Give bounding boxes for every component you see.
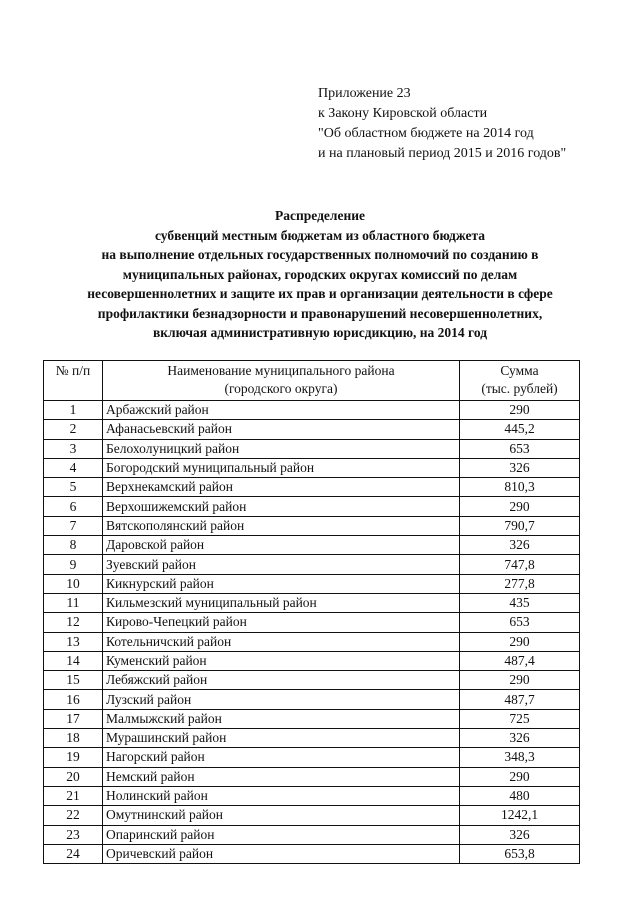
table-row <box>44 613 580 632</box>
row-amount: 290 <box>460 671 580 690</box>
row-number: 2 <box>44 420 103 439</box>
row-district-name: Даровской район <box>103 536 460 555</box>
table-row <box>44 729 580 748</box>
table-row <box>44 690 580 709</box>
table-row <box>44 401 580 420</box>
title-line: муниципальных районах, городских округах комиссий по делам <box>122 266 518 282</box>
row-number: 1 <box>44 401 103 420</box>
row-district-name: Кикнурский район <box>103 574 460 593</box>
table-row <box>44 844 580 863</box>
table-row <box>44 574 580 593</box>
table-row <box>44 767 580 786</box>
table-row <box>44 593 580 612</box>
row-amount: 348,3 <box>460 748 580 767</box>
row-district-name: Куменский район <box>103 651 460 670</box>
row-number: 11 <box>44 593 103 612</box>
title-line: субвенций местным бюджетам из областного бюджета <box>154 227 486 243</box>
row-amount: 435 <box>460 593 580 612</box>
appendix-line: "Об областном бюджете на 2014 год <box>318 126 534 141</box>
row-district-name: Немский район <box>103 767 460 786</box>
row-amount: 480 <box>460 786 580 805</box>
row-district-name: Арбажский район <box>103 401 460 420</box>
row-district-name: Вятскополянский район <box>103 516 460 535</box>
row-number: 21 <box>44 786 103 805</box>
row-district-name: Оричевский район <box>103 844 460 863</box>
row-number: 17 <box>44 709 103 728</box>
row-amount: 725 <box>460 709 580 728</box>
table-row <box>44 458 580 477</box>
row-district-name: Омутнинский район <box>103 806 460 825</box>
table-row <box>44 478 580 497</box>
row-amount: 326 <box>460 825 580 844</box>
header-amount: Сумма (тыс. рублей) <box>460 361 580 401</box>
table-row <box>44 497 580 516</box>
table-row <box>44 825 580 844</box>
row-district-name: Кильмезский муниципальный район <box>103 593 460 612</box>
appendix-note <box>318 84 566 164</box>
header-name: Наименование муниципального района (городского округа) <box>103 361 460 401</box>
appendix-line: к Закону Кировской области <box>318 106 488 121</box>
row-district-name: Лебяжский район <box>103 671 460 690</box>
row-amount: 290 <box>460 767 580 786</box>
row-amount: 326 <box>460 536 580 555</box>
row-number: 24 <box>44 844 103 863</box>
row-amount: 290 <box>460 632 580 651</box>
row-district-name: Нагорский район <box>103 748 460 767</box>
row-number: 3 <box>44 439 103 458</box>
row-district-name: Верхнекамский район <box>103 478 460 497</box>
row-number: 19 <box>44 748 103 767</box>
row-amount: 290 <box>460 401 580 420</box>
row-number: 8 <box>44 536 103 555</box>
row-amount: 747,8 <box>460 555 580 574</box>
table-row <box>44 786 580 805</box>
row-number: 14 <box>44 651 103 670</box>
row-amount: 653 <box>460 613 580 632</box>
title-line: несовершеннолетних и защите их прав и организации деятельности в сфере <box>87 286 553 301</box>
row-district-name: Верхошижемский район <box>103 497 460 516</box>
row-amount: 487,7 <box>460 690 580 709</box>
row-number: 20 <box>44 767 103 786</box>
row-number: 16 <box>44 690 103 709</box>
table-row <box>44 516 580 535</box>
row-district-name: Афанасьевский район <box>103 420 460 439</box>
table-row <box>44 420 580 439</box>
table-row <box>44 651 580 670</box>
table-row <box>44 806 580 825</box>
row-amount: 653,8 <box>460 844 580 863</box>
table-body <box>44 401 580 864</box>
row-number: 6 <box>44 497 103 516</box>
table-row <box>44 632 580 651</box>
table-row <box>44 536 580 555</box>
title-line: на выполнение отдельных государственных полномочий по созданию в <box>101 247 539 262</box>
row-district-name: Богородский муниципальный район <box>103 458 460 477</box>
row-amount: 326 <box>460 729 580 748</box>
appendix-line: Приложение 23 <box>318 86 411 101</box>
row-number: 22 <box>44 806 103 825</box>
table-row <box>44 555 580 574</box>
row-district-name: Котельничский район <box>103 632 460 651</box>
row-number: 7 <box>44 516 103 535</box>
row-district-name: Зуевский район <box>103 555 460 574</box>
row-number: 9 <box>44 555 103 574</box>
row-number: 4 <box>44 458 103 477</box>
row-amount: 790,7 <box>460 516 580 535</box>
row-amount: 487,4 <box>460 651 580 670</box>
row-district-name: Белохолуницкий район <box>103 439 460 458</box>
appendix-line: и на плановый период 2015 и 2016 годов" <box>318 146 567 161</box>
row-amount: 653 <box>460 439 580 458</box>
row-number: 10 <box>44 574 103 593</box>
row-district-name: Опаринский район <box>103 825 460 844</box>
document-title <box>40 206 600 343</box>
table-header-row <box>44 361 580 401</box>
row-district-name: Мурашинский район <box>103 729 460 748</box>
subsidy-table <box>43 360 580 864</box>
table-row <box>44 439 580 458</box>
header-num: № п/п <box>44 361 103 401</box>
table-row <box>44 671 580 690</box>
row-amount: 810,3 <box>460 478 580 497</box>
title-line: включая административную юрисдикцию, на 2014 год <box>152 325 488 340</box>
row-number: 18 <box>44 729 103 748</box>
row-district-name: Лузский район <box>103 690 460 709</box>
row-number: 5 <box>44 478 103 497</box>
row-number: 23 <box>44 825 103 844</box>
row-number: 13 <box>44 632 103 651</box>
row-amount: 290 <box>460 497 580 516</box>
table-row <box>44 709 580 728</box>
row-amount: 1242,1 <box>460 806 580 825</box>
title-line: Распределение <box>274 208 366 223</box>
row-district-name: Нолинский район <box>103 786 460 805</box>
row-number: 15 <box>44 671 103 690</box>
table-row <box>44 748 580 767</box>
row-district-name: Кирово-Чепецкий район <box>103 613 460 632</box>
title-line: профилактики безнадзорности и правонарушений несовершеннолетних, <box>97 305 543 321</box>
row-amount: 277,8 <box>460 574 580 593</box>
row-amount: 445,2 <box>460 420 580 439</box>
row-amount: 326 <box>460 458 580 477</box>
row-number: 12 <box>44 613 103 632</box>
row-district-name: Малмыжский район <box>103 709 460 728</box>
